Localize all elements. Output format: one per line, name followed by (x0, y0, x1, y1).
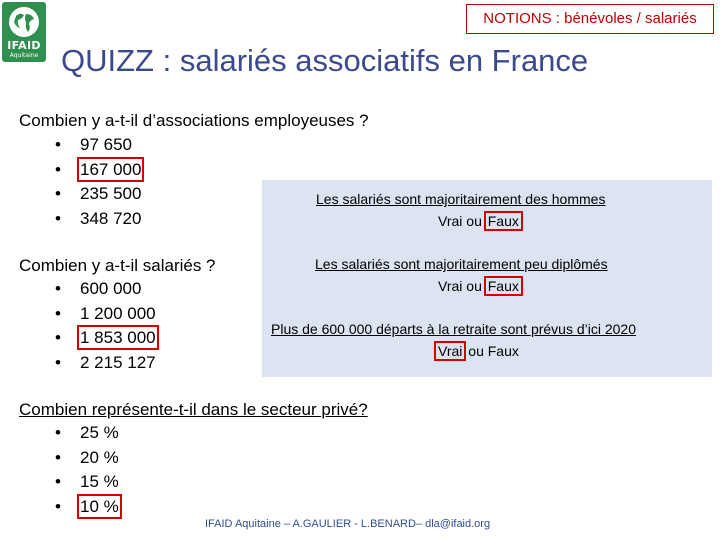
statement-men: Les salariés sont majoritairement des hommes (316, 191, 606, 207)
option-item[interactable] (55, 446, 119, 471)
true-false-panel (262, 180, 712, 377)
globe-icon (8, 6, 40, 38)
option-item[interactable] (55, 133, 141, 158)
notions-tag: NOTIONS : bénévoles / salariés (466, 4, 714, 34)
option-label: 348 720 (80, 208, 142, 228)
option-label-selected: 167 000 (80, 159, 142, 179)
option-item[interactable] (55, 302, 156, 327)
statement-diploma: Les salariés sont majoritairement peu diplômés (315, 256, 608, 272)
bullet: • (55, 447, 61, 467)
option-item[interactable] (55, 207, 141, 232)
option-item[interactable] (55, 470, 119, 495)
options-salaries (55, 277, 156, 375)
question-private-sector: Combien représente-t-il dans le secteur privé? (19, 400, 368, 419)
logo-brand: IFAID (7, 39, 41, 52)
option-label-selected: 1 853 000 (80, 328, 156, 347)
question-salaries: Combien y a-t-il salariés ? (19, 256, 216, 275)
faux-option[interactable]: Faux (487, 343, 519, 359)
option-item[interactable] (55, 277, 156, 302)
bullet: • (55, 423, 61, 442)
footer-credits: IFAID Aquitaine – A.GAULIER - L.BENARD– dla@ifaid.org (205, 518, 491, 530)
ou-label: ou (468, 343, 484, 359)
bullet: • (55, 472, 61, 491)
answer-row-men (438, 211, 521, 231)
vrai-option[interactable]: Vrai (438, 213, 463, 229)
option-label: 25 % (80, 423, 119, 442)
answer-row-retirement (436, 341, 519, 361)
vrai-option-selected[interactable]: Vrai (438, 343, 463, 359)
option-label: 15 % (80, 472, 119, 491)
bullet: • (55, 328, 61, 347)
bullet: • (55, 135, 61, 154)
option-item[interactable] (55, 495, 119, 520)
ou-label: ou (466, 213, 482, 229)
bullet: • (55, 352, 61, 372)
bullet: • (55, 208, 61, 228)
question-associations: Combien y a-t-il d’associations employeuses ? (19, 111, 369, 130)
ifaid-logo (2, 2, 46, 62)
logo-subtitle: Aquitaine (9, 52, 39, 59)
ou-label: ou (466, 278, 482, 294)
option-item[interactable] (55, 351, 156, 376)
option-label: 2 215 127 (80, 352, 156, 372)
option-item[interactable] (55, 421, 119, 446)
page-title: QUIZZ : salariés associatifs en France (61, 43, 589, 78)
statement-retirement: Plus de 600 000 départs à la retraite sont prévus d’ici 2020 (271, 321, 637, 337)
bullet: • (55, 303, 61, 323)
bullet: • (55, 184, 61, 203)
option-label-selected: 10 % (80, 496, 119, 516)
faux-option-selected[interactable]: Faux (487, 278, 519, 294)
vrai-option[interactable]: Vrai (438, 278, 463, 294)
faux-option-selected[interactable]: Faux (487, 213, 519, 229)
option-label: 1 200 000 (80, 303, 156, 323)
option-label: 20 % (80, 447, 119, 467)
option-item[interactable] (55, 182, 141, 207)
answer-row-diploma (438, 276, 521, 296)
option-label: 600 000 (80, 279, 142, 298)
options-associations (55, 133, 141, 231)
bullet: • (55, 159, 61, 179)
options-private-sector (55, 421, 119, 519)
option-item[interactable] (55, 158, 141, 183)
option-label: 97 650 (80, 135, 132, 154)
option-label: 235 500 (80, 184, 142, 203)
bullet: • (55, 496, 61, 516)
option-item[interactable] (55, 326, 156, 351)
bullet: • (55, 279, 61, 298)
